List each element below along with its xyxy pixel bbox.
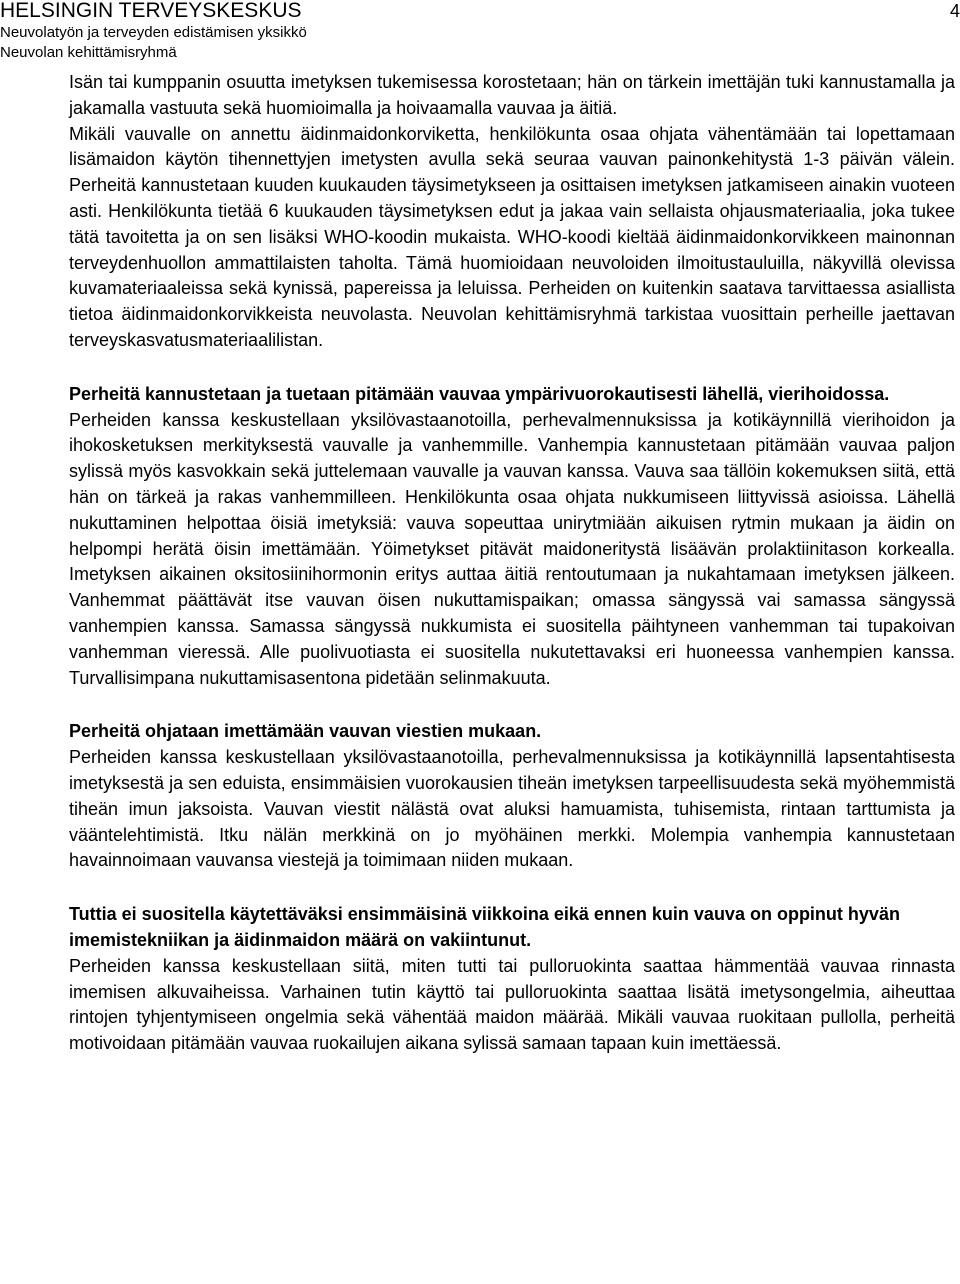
page-number: 4 [949, 1, 960, 21]
group-name: Neuvolan kehittämisryhmä [0, 44, 177, 61]
section-cues-heading: Perheitä ohjataan imettämään vauvan viestien mukaan. [69, 721, 542, 742]
supplement-paragraph: Mikäli vauvalle on annettu äidinmaidonkorviketta, henkilökunta osaa ohjata vähentämään tai lopettamaan lisämaidon käytön tihennettyjen imetysten avulla sekä seuraa vauvan painonkehitystä 1-3 päivän välein. Perheitä kannustetaan kuuden kuukauden täysimetykseen ja osittaisen imetyksen jatkamiseen ainakin vuoteen asti. Henkilökunta tietää 6 kuukauden täysimetyksen edut ja jakaa vain sellaista ohjausmateriaalia, joka tukee tätä tavoitetta ja on sen lisäksi WHO-koodin mukaista. WHO-koodi kieltää äidinmaidonkorvikkeen mainonnan terveydenhuollon ammattilaisten taholta. Tämä huomioidaan neuvoloiden ilmoitustauluilla, näkyvillä olevissa kuvamateriaaleissa sekä kynissä, papereissa ja leluissa. Perheiden on kuitenkin saatava tarvittaessa asiallista tietoa äidinmaidonkorvikkeista neuvolasta. Neuvolan kehittämisryhmä tarkistaa vuosittain perheille jaettavan terveyskasvatusmateriaalilistan. [69, 123, 955, 350]
paragraph-gap [69, 354, 955, 382]
unit-name: Neuvolatyön ja terveyden edistämisen yksikkö [0, 24, 307, 41]
section-rooming-heading: Perheitä kannustetaan ja tuetaan pitämään vauvaa ympärivuorokautisesti lähellä, vierihoidossa. [69, 383, 890, 404]
section-pacifier-heading: Tuttia ei suositella käytettäväksi ensimmäisinä viikkoina eikä ennen kuin vauva on oppinut hyvän imemistekniikan ja äidinmaidon määrä on vakiintunut. [69, 904, 900, 950]
section-rooming-text: Perheiden kanssa keskustellaan yksilövastaanotoilla, perhevalmennuksissa ja kotikäynnillä vierihoidon ja ihokosketuksen merkityksestä vauvalle ja vanhemmille. Vanhempia kannustetaan pitämään vauvaa paljon sylissä myös kasvokkain sekä juttelemaan vauvalle ja vauvan kanssa. Vauva saa tällöin kokemuksen siitä, että hän on tärkeä ja rakas vanhemmilleen. Henkilökunta osaa ohjata nukkumiseen liittyvissä asioissa. Lähellä nukuttaminen helpottaa öisiä imetyksiä: vauva sopeuttaa unirytmiään aikuisen rytmin mukaan ja äidin on helpompi herätä öisin imettämään. Yöimetykset pitävät maidoneritystä lisäävän prolaktiinitason korkealla. Imetyksen aikainen oksitosiinihormonin eritys auttaa äitiä rentoutumaan ja nukahtamaan imetyksen jälkeen. Vanhemmat päättävät itse vauvan öisen nukuttamispaikan; omassa sängyssä vai samassa sängyssä vanhempien kanssa. Samassa sängyssä nukkumista ei suositella päihtyneen vanhemman tai tupakoivan vanhemman vieressä. Alle puolivuotiasta ei suositella nukutettavaksi eri huoneessa vanhempien kanssa. Turvallisimpana nukuttamisasentona pidetään selinmakuuta. [69, 409, 955, 688]
section-cues-text: Perheiden kanssa keskustellaan yksilövastaanotoilla, perhevalmennuksissa ja kotikäynnillä lapsentahtisesta imetyksestä ja sen eduista, ensimmäisien vuorokausien tiheän imetyksen tarpeellisuudesta sekä myöhemmistä tiheän imun jaksoista. Vauvan viestit nälästä ovat aluksi hamuamista, tuhisemista, rintaan tarttumista ja vääntelehtimistä. Itku nälän merkkinä on jo myöhäinen merkki. Molempia vanhempia kannustetaan havainnoimaan vauvansa viestejä ja toimimaan niiden mukaan. [69, 747, 955, 871]
document-body [69, 70, 955, 1057]
page-header [0, 0, 960, 64]
paragraph-gap [69, 691, 955, 719]
intro-paragraph: Isän tai kumppanin osuutta imetyksen tukemisessa korostetaan; hän on tärkein imettäjän tuki kannustamalla ja jakamalla vastuuta sekä huomioimalla ja hoivaamalla vauvaa ja äitiä. [69, 72, 955, 118]
section-pacifier-text: Perheiden kanssa keskustellaan siitä, miten tutti tai pulloruokinta saattaa hämmentää vauvaa rinnasta imemisen alkuvaiheissa. Varhainen tutin käyttö tai pulloruokinta saattaa lisätä imetysongelmia, aiheuttaa rintojen tyhjentymiseen ongelmia sekä vähentää maidon määrää. Mikäli vauvaa ruokitaan pullolla, perheitä motivoidaan pitämään vauvaa ruokailujen aikana sylissä samaan tapaan kuin imettäessä. [69, 955, 955, 1054]
paragraph-gap [69, 874, 955, 902]
organization-name: HELSINGIN TERVEYSKESKUS [0, 0, 302, 22]
